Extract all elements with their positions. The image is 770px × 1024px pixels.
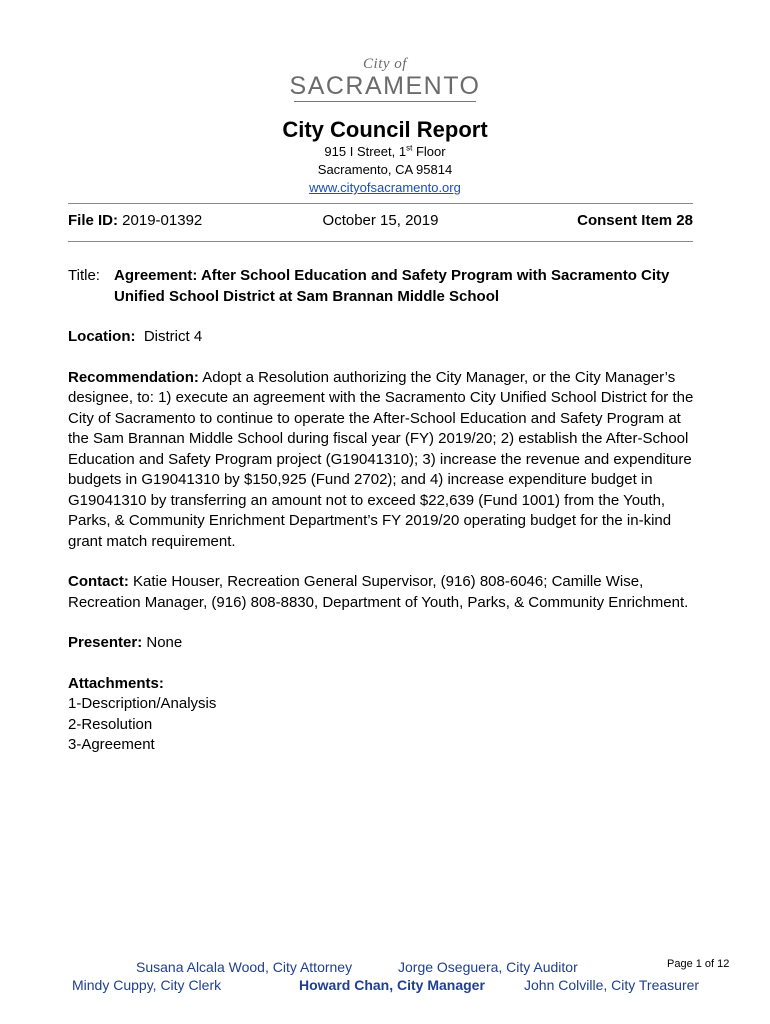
recommendation-label: Recommendation: [68,368,199,386]
presenter: Presenter: None [68,634,183,651]
attachment-item: 1-Description/Analysis [68,695,217,712]
contact-label: Contact: [68,573,129,590]
footer-attorney: Susana Alcala Wood, City Attorney [136,959,353,975]
meta-row [68,212,693,232]
header-top-rule [68,203,693,204]
title-label: Title: [68,267,100,284]
footer-manager: Howard Chan, City Manager [299,977,485,993]
title-text: Agreement: After School Education and Safety Program with Sacramento City Unified School District at Sam Brannan Middle School [114,267,670,305]
attachment-item: 2-Resolution [68,715,153,733]
attachments-label: Attachments: [68,674,164,692]
report-title: City Council Report [282,117,488,142]
logo-city-of: City of [363,56,407,72]
contact: Contact: Katie Houser, Recreation General Supervisor, (916) 808-6046; Camille Wise, Recreation Manager, (916) 808-8830, Department of Youth, Parks, & Community Enrichment. [68,573,689,611]
city-state-zip: Sacramento, CA 95814 [317,162,453,177]
location: Location: District 4 [68,328,203,345]
logo-underline [294,101,476,102]
footer-treasurer: John Colville, City Treasurer [524,977,700,993]
logo-sacramento: SACRAMENTO [289,72,481,100]
recommendation: Recommendation: Adopt a Resolution authorizing the City Manager, or the City Manager’s designee, to: 1) execute an agreement with the Sacramento City Unified School District for the City of Sacramento to continue to operate the After-School Education and Safety Program at the Sam Brannan Middle School during fiscal year (FY) 2019/20; 2) establish the After-School Education and Safety Program project (G19041310); 3) increase the revenue and expenditure budgets in G19041310 by $150,925 (Fund 2702); and 4) increase expenditure budget in G19041310 by transferring an amount not to exceed $22,639 (Fund 1001) from the Youth, Parks, & Community Enrichment Department’s FY 2019/20 operating budget for the in-kind grant match requirement. [68,368,694,550]
page-number: Page 1 of 12 [667,958,730,970]
title-block [68,266,700,307]
street-address: 915 I Street, 1st Floor [324,143,446,159]
attachment-item: 3-Agreement [68,736,155,753]
consent-item: Consent Item 28 [577,212,693,229]
address-block [0,143,770,197]
header-bottom-rule [68,241,693,242]
meeting-date: October 15, 2019 [322,212,439,229]
website-link[interactable]: www.cityofsacramento.org [309,180,461,195]
report-body [68,266,700,756]
footer-clerk: Mindy Cuppy, City Clerk [72,977,222,993]
attachments [68,674,700,756]
footer-auditor: Jorge Oseguera, City Auditor [398,959,578,975]
file-id: File ID: 2019-01392 [68,212,203,229]
city-logo [0,56,770,102]
